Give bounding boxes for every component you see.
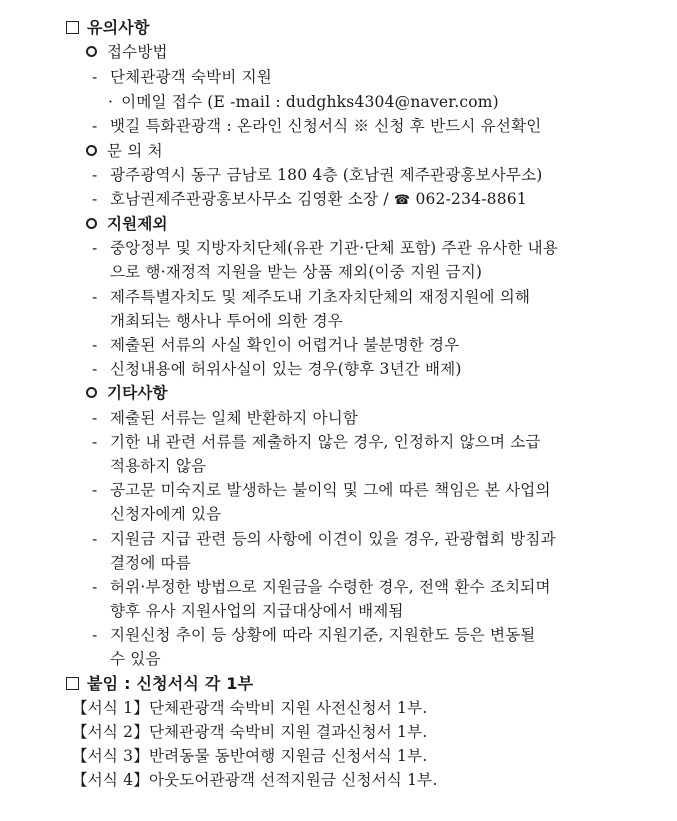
item-text: 제출된 서류의 사실 확인이 어렵거나 불분명한 경우 xyxy=(110,336,460,354)
form-label: 【서식 3】 xyxy=(72,747,149,765)
subheading-other-notes xyxy=(86,382,168,404)
checkbox-square-icon xyxy=(66,677,79,690)
dash-bullet: - xyxy=(92,117,98,135)
item-text-line1: 지원금 지급 관련 등의 사항에 이견이 있을 경우, 관광협회 방침과 xyxy=(110,530,556,548)
item-text-line1: 중앙정부 및 지방자치단체(유관 기관·단체 포함) 주관 유사한 내용 xyxy=(110,239,559,257)
form-text: 단체관광객 숙박비 지원 결과신청서 1부. xyxy=(148,723,428,741)
list-item-continuation xyxy=(110,552,191,574)
dash-bullet: - xyxy=(92,239,98,257)
list-item xyxy=(92,624,535,646)
section-title: 유의사항 xyxy=(87,18,150,37)
dash-bullet: - xyxy=(92,530,98,548)
list-item xyxy=(92,358,462,380)
form-list-item xyxy=(72,697,427,719)
item-text-line1: 기한 내 관련 서류를 제출하지 않은 경우, 인정하지 않으며 소급 xyxy=(110,433,541,451)
subheading-text: 지원제외 xyxy=(107,215,168,233)
dash-bullet: - xyxy=(92,190,98,208)
form-text: 아웃도어관광객 선적지원금 신청서식 1부. xyxy=(148,771,438,789)
item-text-line2: 결정에 따름 xyxy=(110,554,191,572)
list-item xyxy=(92,286,530,308)
item-text-line1: 허위·부정한 방법으로 지원금을 수령한 경우, 전액 환수 조치되며 xyxy=(110,578,551,596)
list-item xyxy=(92,431,541,453)
item-text: 신청내용에 허위사실이 있는 경우(향후 3년간 배제) xyxy=(110,360,462,378)
form-list-item xyxy=(72,721,427,743)
email-reception-text: 이메일 접수 (E -mail : dudghks4304@naver.com) xyxy=(121,93,499,111)
dash-bullet: - xyxy=(92,336,98,354)
telephone-icon: ☎ xyxy=(393,193,411,208)
item-text: 뱃길 특화관광객 : 온라인 신청서식 ※ 신청 후 반드시 유선확인 xyxy=(110,117,542,135)
item-text-line2: 개최되는 행사나 투어에 의한 경우 xyxy=(110,312,343,330)
address-text: 광주광역시 동구 금남로 180 4층 (호남권 제주관광홍보사무소) xyxy=(110,166,543,184)
list-item-continuation xyxy=(110,503,221,525)
list-item xyxy=(92,576,551,598)
subheading-reception-method xyxy=(86,41,168,63)
form-text: 단체관광객 숙박비 지원 사전신청서 1부. xyxy=(148,699,428,717)
item-text-line1: 공고문 미숙지로 발생하는 불이익 및 그에 따른 책임은 본 사업의 xyxy=(110,481,551,499)
item-text: 제출된 서류는 일체 반환하지 아니함 xyxy=(110,409,359,427)
subheading-contact xyxy=(86,140,163,162)
item-text-line1: 제주특별자치도 및 제주도내 기초자치단체의 재정지원에 의해 xyxy=(110,288,531,306)
dash-bullet: - xyxy=(92,288,98,306)
subheading-text: 접수방법 xyxy=(107,43,168,61)
phone-number: 062-234-8861 xyxy=(415,190,527,208)
section-title: 붙임 : 신청서식 각 1부 xyxy=(87,674,254,693)
item-text-line2: 향후 유사 지원사업의 지급대상에서 배제됨 xyxy=(110,602,404,620)
dash-bullet: - xyxy=(92,481,98,499)
subheading-text: 문 의 처 xyxy=(107,142,163,160)
item-text-line1: 지원신청 추이 등 상황에 따라 지원기준, 지원한도 등은 변동될 xyxy=(110,626,536,644)
item-text: 단체관광객 숙박비 지원 xyxy=(110,68,272,86)
list-item xyxy=(92,528,556,550)
item-text-line2: 적용하지 않음 xyxy=(110,457,207,475)
section-heading-notes xyxy=(66,17,150,39)
circle-bullet-icon xyxy=(86,46,97,57)
dash-bullet: - xyxy=(92,578,98,596)
dash-bullet: - xyxy=(92,626,98,644)
contact-person-text: 호남권제주관광홍보사무소 김영환 소장 / xyxy=(110,190,389,208)
dash-bullet: - xyxy=(92,166,98,184)
item-text-line2: 신청자에게 있음 xyxy=(110,505,222,523)
list-item xyxy=(108,91,499,113)
dash-bullet: - xyxy=(92,68,98,86)
circle-bullet-icon xyxy=(86,218,97,229)
form-label: 【서식 1】 xyxy=(72,699,149,717)
list-item xyxy=(92,334,459,356)
list-item-continuation xyxy=(110,600,404,622)
item-text-line2: 으로 행·재정적 지원을 받는 상품 제외(이중 지원 금지) xyxy=(110,263,483,281)
subheading-exclusions xyxy=(86,213,168,235)
form-list-item xyxy=(72,745,427,767)
subheading-text: 기타사항 xyxy=(107,384,168,402)
circle-bullet-icon xyxy=(86,387,97,398)
dot-bullet: · xyxy=(108,93,114,111)
list-item-continuation xyxy=(110,310,343,332)
circle-bullet-icon xyxy=(86,145,97,156)
form-label: 【서식 2】 xyxy=(72,723,149,741)
list-item xyxy=(92,66,272,88)
list-item xyxy=(92,407,358,429)
list-item-continuation xyxy=(110,261,482,283)
list-item xyxy=(92,164,542,186)
list-item xyxy=(92,479,551,501)
form-text: 반려동물 동반여행 지원금 신청서식 1부. xyxy=(148,747,428,765)
dash-bullet: - xyxy=(92,360,98,378)
item-text-line2: 수 있음 xyxy=(110,650,161,668)
form-list-item xyxy=(72,769,437,791)
list-item xyxy=(92,237,558,259)
dash-bullet: - xyxy=(92,409,98,427)
list-item-continuation xyxy=(110,455,206,477)
list-item-continuation xyxy=(110,648,161,670)
form-label: 【서식 4】 xyxy=(72,771,149,789)
checkbox-square-icon xyxy=(66,21,79,34)
section-heading-attachments xyxy=(66,673,253,695)
list-item xyxy=(92,188,527,212)
dash-bullet: - xyxy=(92,433,98,451)
list-item xyxy=(92,115,541,137)
